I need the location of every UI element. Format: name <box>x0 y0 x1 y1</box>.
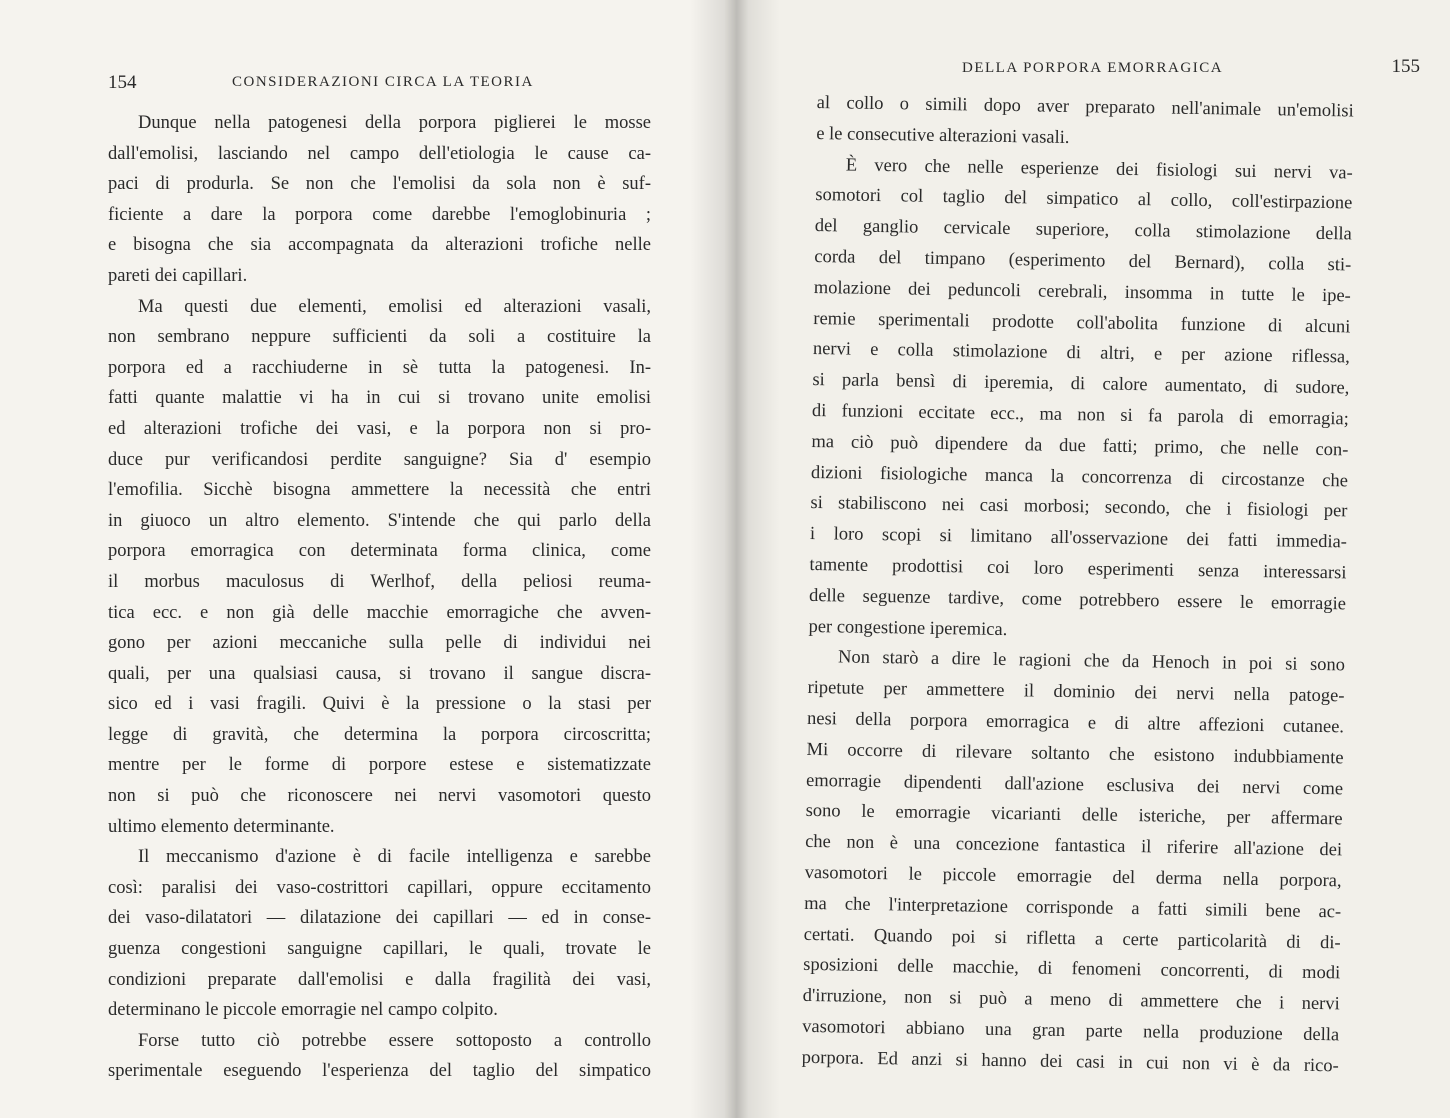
text-line: si parla bensì di iperemia, di calore aumentato, di sudore, <box>812 370 1350 399</box>
text-line: certati. Quando poi si rifletta a certe particolarità di di- <box>803 924 1341 953</box>
text-line: dall'emolisi, lasciando nel campo dell'etiologia le cause ca- <box>108 143 651 164</box>
text-line: ma che l'interpretazione corrisponde a fatti simili bene ac- <box>804 893 1342 923</box>
page-number: 154 <box>108 72 137 93</box>
text-line: e bisogna che sia accompagnata da alterazioni trofiche nelle <box>108 235 651 256</box>
text-line: sperimentale eseguendo l'esperienza del taglio del simpatico <box>108 1061 651 1082</box>
running-head: CONSIDERAZIONI CIRCA LA TEORIA <box>232 74 534 90</box>
text-line: molazione dei peduncoli cerebrali, insomma in tutte le ipe- <box>813 277 1351 307</box>
text-line: paci di produrla. Se non che l'emolisi da sola non è suf- <box>108 174 651 195</box>
text-line: d'irruzione, non si può a meno di ammettere che i nervi <box>802 985 1340 1015</box>
text-line: gono per azioni meccaniche sulla pelle di individui nei <box>108 633 651 654</box>
text-line: in giuoco un altro elemento. S'intende che qui parlo della <box>108 510 651 531</box>
text-line: quali, per una qualsiasi causa, si trovano il sangue discra- <box>108 663 651 684</box>
text-line: nesi della porpora emorragica e di altre affezioni cutanee. <box>806 708 1345 738</box>
text-line: vasomotori le piccole emorragie del derma nella porpora, <box>804 862 1342 892</box>
text-line: guenza congestioni sanguigne capillari, le quali, trovate le <box>108 939 651 960</box>
text-line: nervi e colla stimolazione di altri, e per azione riflessa, <box>812 339 1350 368</box>
text-line: sono le emorragie vicarianti delle isteriche, per affermare <box>805 801 1343 830</box>
text-line: Non starò a dire le ragioni che da Henoch in poi si sono <box>837 647 1346 676</box>
text-line: ficiente a dare la porpora come darebbe l'emoglobinuria ; <box>108 204 651 225</box>
text-line: ed alterazioni trofiche dei vasi, e la porpora non si pro- <box>108 418 651 439</box>
text-line: condizioni preparate dall'emolisi e dalla fragilità dei vasi, <box>108 969 651 990</box>
running-head: DELLA PORPORA EMORRAGICA <box>962 60 1224 76</box>
text-line: non si può che riconoscere nei nervi vasomotori questo <box>108 786 651 807</box>
text-line: tamente prodottisi coi loro esperimenti senza interessarsi <box>809 554 1347 584</box>
page-number: 155 <box>1391 56 1420 77</box>
text-line: porpora emorragica con determinata forma clinica, come <box>108 541 651 562</box>
text-line: sposizioni delle macchie, di fenomeni concorrenti, di modi <box>803 955 1341 984</box>
text-line: corda del timpano (esperimento del Bernard), colla sti- <box>814 246 1352 276</box>
text-line: per congestione iperemica. <box>808 616 1008 640</box>
text-line: dei vaso-dilatatori — dilatazione dei capillari — ed in conse- <box>108 908 651 929</box>
text-line: sico ed i vasi fragili. Quivi è la pressione o la stasi per <box>108 694 651 715</box>
text-line: e le consecutive alterazioni vasali. <box>816 123 1070 148</box>
right-page <box>725 0 1450 1118</box>
text-line: pareti dei capillari. <box>108 265 248 286</box>
text-line: Dunque nella patogenesi della porpora piglierei le mosse <box>138 113 651 133</box>
text-line: di funzioni eccitate ecc., ma non si fa parola di emorragia; <box>811 400 1350 430</box>
text-line: non sembrano neppure sufficienti da soli a costituire la <box>108 327 651 348</box>
text-line: mentre per le forme di porpore estese e sistematizzate <box>108 755 651 776</box>
body-text <box>108 108 651 1087</box>
text-line: Mi occorre di rilevare soltanto che esistono indubbiamente <box>806 739 1344 769</box>
text-line: l'emofilia. Sicchè bisogna ammettere la necessità che entri <box>108 480 651 501</box>
text-line: duce pur verificandosi perdite sanguigne? Sia d' esempio <box>108 449 651 470</box>
text-line: del ganglio cervicale superiore, colla stimolazione della <box>814 216 1352 245</box>
text-line: remie sperimentali prodotte coll'abolita funzione di alcuni <box>813 308 1351 337</box>
text-line: porpora. Ed anzi si hanno dei casi in cui non vi è da rico- <box>801 1047 1339 1077</box>
body-text <box>802 88 1354 1082</box>
text-line: al collo o simili dopo aver preparato nell'animale un'emolisi <box>816 92 1354 122</box>
text-line: legge di gravità, che determina la porpora circoscritta; <box>108 724 651 745</box>
text-line: somotori col taglio del simpatico al collo, coll'estirpazione <box>815 185 1353 214</box>
text-line: dizioni fisiologiche manca la concorrenza di circostanze che <box>810 462 1349 491</box>
text-line: porpora ed a racchiuderne in sè tutta la patogenesi. In- <box>108 357 651 378</box>
text-line: determinano le piccole emorragie nel campo colpito. <box>108 1000 498 1021</box>
text-line: si stabiliscono nei casi morbosi; secondo, che i fisiologi per <box>810 493 1348 522</box>
text-line: emorragie dipendenti dall'azione esclusiva dei nervi come <box>805 770 1344 799</box>
text-line: così: paralisi dei vaso-costrittori capillari, oppure eccitamento <box>108 877 651 898</box>
text-line: i loro scopi si limitano all'osservazione dei fatti immedia- <box>809 524 1348 553</box>
text-line: Forse tutto ciò potrebbe essere sottoposto a controllo <box>138 1030 651 1051</box>
text-line: delle seguenze tardive, come potrebbero essere le emorragie <box>808 585 1347 615</box>
text-line: vasomotori abbiano una gran parte nella produzione della <box>802 1016 1340 1046</box>
text-line: È vero che nelle esperienze dei fisiologi sui nervi va- <box>845 155 1353 184</box>
text-line: ultimo elemento determinante. <box>108 816 335 837</box>
text-line: Il meccanismo d'azione è di facile intelligenza e sarebbe <box>138 847 651 868</box>
text-line: che non è una concezione fantastica il riferire all'azione dei <box>804 832 1343 861</box>
text-line: Ma questi due elementi, emolisi ed alterazioni vasali, <box>138 296 651 317</box>
text-line: fatti quante malattie vi ha in cui si trovano unite emolisi <box>108 388 651 409</box>
text-line: ma ciò può dipendere da due fatti; primo, che nelle con- <box>811 431 1349 461</box>
text-line: tica ecc. e non già delle macchie emorragiche che avven- <box>108 602 651 623</box>
text-line: il morbus maculosus di Werlhof, della peliosi reuma- <box>108 571 651 592</box>
text-line: ripetute per ammettere il dominio dei nervi nella patoge- <box>807 678 1345 707</box>
